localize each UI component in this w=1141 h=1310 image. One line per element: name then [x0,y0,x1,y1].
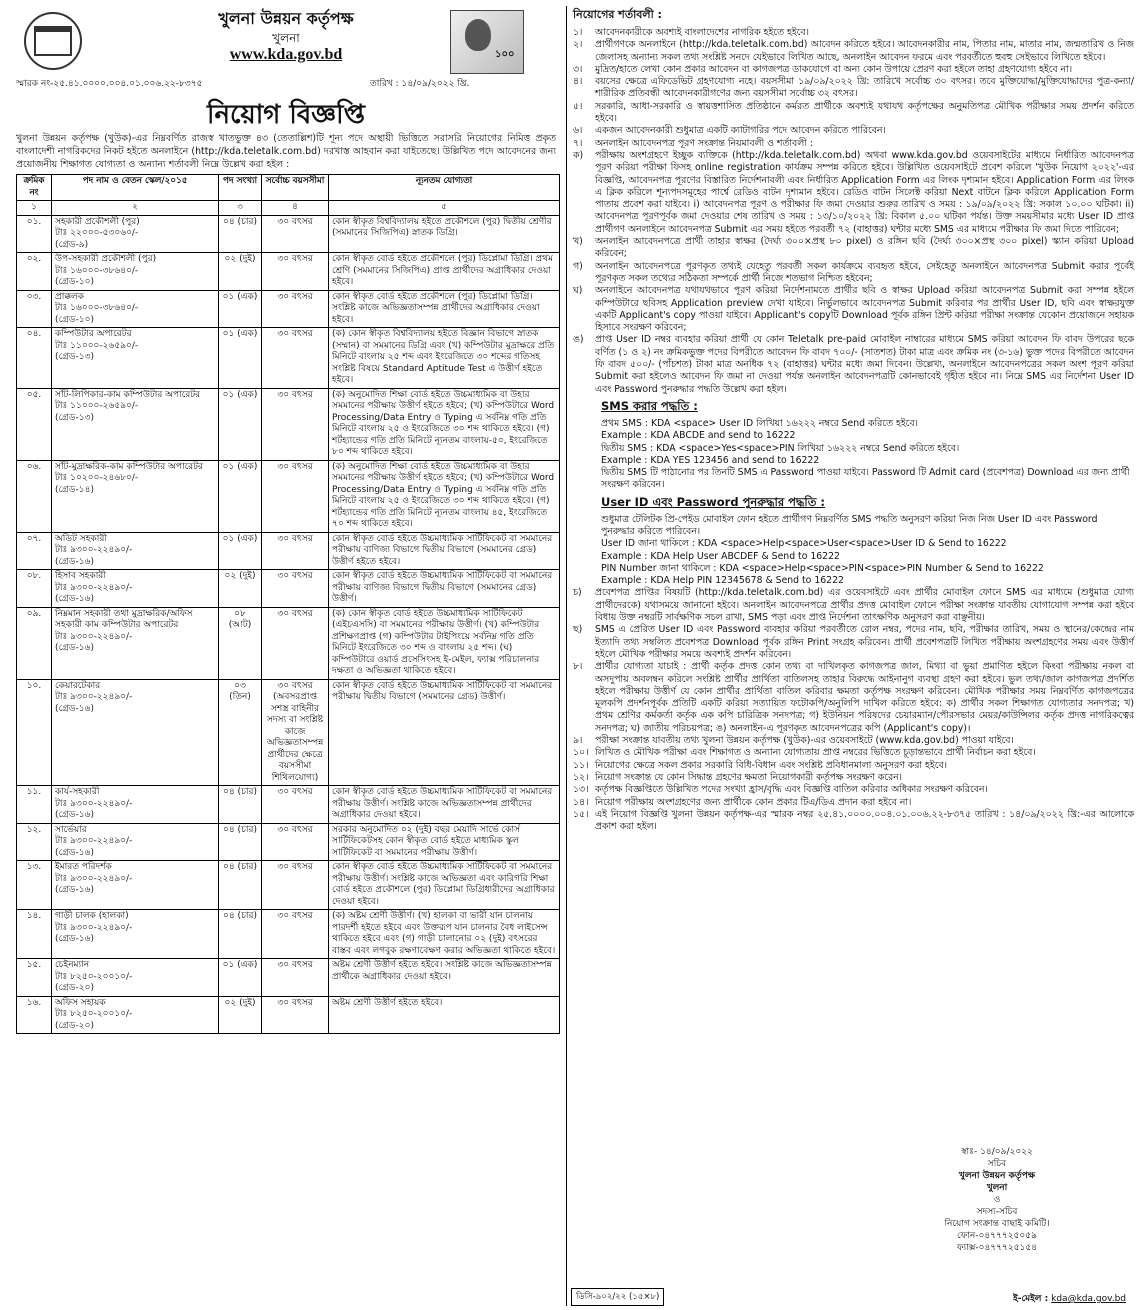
row-age: ৩০ বৎসর [262,532,329,570]
condition-item [573,138,1134,150]
row-qualification: কোন স্বীকৃত বোর্ড হইতে উচ্চমাধ্যমিক সার্টিফিকেট বা সমমানের পরীক্ষায় উত্তীর্ণ। সংশ্লিষ্ট কাজে অভিজ্ঞতা এবং কারিগরি শিক্ষা বোর্ড হইতে প্রকৌশলে (পুর) ডিপ্লোমা ডিগ্রিধারীদের অগ্রাধিকার দেওয়া হইবে। [329,861,560,910]
post-name: হিসাব সহকারী [55,571,106,581]
pay-scale: টাঃ ৯৩০০-২২৪৯০/- [55,631,133,642]
password-recovery-heading: User ID এবং Password পুনরুদ্ধার পদ্ধতি : [601,494,825,509]
condition-number: ১৪। [573,796,589,808]
pay-scale: টাঃ ৯৩০০-২২৪৯০/- [55,922,133,933]
instruction-line: শুধুমাত্র টেলিটক প্রি-পেইড মোবাইল ফোন হইতে প্রার্থীগণ নিম্নবর্ণিত SMS পদ্ধতি অনুসরণ করিয়া নিজ নিজ User ID এবং Password পুনরুদ্ধার করিতে পারিবেন। [601,513,1098,537]
signature-org: খুলনা উন্নয়ন কর্তৃপক্ষ [958,1171,1036,1181]
signature-date: স্বাঃ- ১৪/০৯/২০২২ [961,1147,1033,1157]
pay-grade: (গ্রেড-১৬) [55,556,94,567]
row-post [52,532,219,570]
col-header-post: পদ নাম ও বেতন স্কেল/২০১৫ [52,175,219,201]
row-count: ০১ (এক) [219,460,262,532]
condition-item [573,76,1134,101]
signature-phone: ফোন-০৪৭৭৭২৫০৫৯ [957,1231,1037,1241]
condition-text: প্রার্থীগণকে অনলাইনে (http://kda.teletalk.com.bd) আবেদন করিতে হইবে। আবেদনকারীর নাম, পিতার নাম, মাতার নাম, জন্মতারিখ ও নিজ জেলাসহ অন্যান্য সকল তথ্য সংশ্লিষ্ট সনদে যেইভাবে লিখিত আছে, অনলাইন আবেদন ফরমে এবং পরবর্তীতে হুবহু সেইভাবে লিখিতে হইবে। [595,39,1134,63]
condition-item [573,64,1134,76]
pay-scale: টাঃ ৯৩০০-২২৪৯০/- [55,582,133,593]
pay-scale: টাঃ ১১০০০-২৬৫৯০/- [55,401,139,411]
condition-text: মুদ্রিত/হাতে লেখা কোন প্রকার আবেদন বা কাগজপত্র ডাকযোগে বা অন্য কোন উপায়ে প্রেরণ করা হইলে তাহা গ্রহণযোগ্য হইবে না। [595,63,1073,75]
condition-text: পরীক্ষা সংক্রান্ত যাবতীয় তথ্য খুলনা উন্নয়ন কর্তৃপক্ষ (খুউক)-এর ওয়েবসাইটে (www.kda.gov.bd) পাওয়া যাইবে। [595,735,1014,747]
post-name: অডিট সহকারী [55,533,107,544]
condition-text: অনলাইন আবেদনপত্র পূরণ সংক্রান্ত নিয়মাবলী ও শর্তাবলী : [595,137,813,149]
pay-grade: (গ্রেড-১৩) [55,412,94,423]
conditions-heading: নিয়োগের শর্তাবলী : [573,8,662,21]
table-row [17,570,560,608]
table-row [17,996,560,1034]
table-row [17,959,560,997]
pay-scale: টাঃ ১০২০০-২৪৬৮০/- [55,473,139,483]
pay-grade: (গ্রেড-২০) [55,983,94,993]
condition-number: ৪। [573,76,583,88]
post-name: কম্পিউটার অপারেটর [55,329,132,339]
contact-email [1013,1291,1126,1306]
intro-paragraph: খুলনা উন্নয়ন কর্তৃপক্ষ (খুউক)-এর নিম্নবর্ণিত রাজস্ব খাতভুক্ত ৪৩ (তেতাল্লিশ)টি শূন্য পদে অস্থায়ী ভিত্তিতে সরাসরি নিয়োগের নিমিত্ত প্রকৃত বাংলাদেশী নাগরিকদের নিকট হইতে অনলাইনে (http://kda.teletalk.com.bd) দরখাস্ত আহবান করা যাইতেছে। উল্লিখিত পদে আবেদনের জন্য প্রয়োজনীয় শিক্ষাগত যোগ্যতা ও অন্যান্য শর্তাবলী নিম্নে উল্লেখ করা হইল : [16,133,556,170]
condition-text: অনলাইনে আবেদনপত্র যথাযথভাবে পূরণ করিয়া নির্দেশনামতে প্রার্থীর ছবি ও স্বাক্ষর Upload করিয়া আবেদনপত্র Submit করা সম্পন্ন হইলে কম্পিউটারে ছবিসহ Application preview দেখা যাইবে। নির্ভুলভাবে আবেদনপত্র Submit করিবার পর প্রার্থীর User ID, ছবি এবং স্বাক্ষরযুক্ত একটি Applicant's copy পাওয়া যাইবে। Applicant's copyটি Download পূর্বক রঙ্গিন প্রিন্ট করিয়া পরীক্ষা সংক্রান্ত যেকোন প্রয়োজনে সহায়ক হিসাবে সংরক্ষণ করিবেন; [595,285,1134,334]
table-row [17,215,560,253]
table-row [17,290,560,328]
row-serial: ০৪. [17,328,52,389]
row-post [52,786,219,824]
row-age: ৩০ বৎসর [262,607,329,679]
post-name: প্রাক্কলক [55,291,84,302]
row-post [52,215,219,253]
signature-and: ও [993,1195,1001,1205]
condition-item [573,661,1134,735]
email-label: ই-মেইল : [1013,1294,1049,1304]
pay-grade: (গ্রেড-১৪) [55,484,94,495]
condition-number: ১১। [573,759,589,771]
condition-text: একজন আবেদনকারী শুধুমাত্র একটি ক্যাটাগরির পদে আবেদন করিতে পারিবেন। [595,125,886,137]
row-count: ০৪ (চার) [219,910,262,959]
row-qualification: কোন স্বীকৃত বোর্ড হইতে উচ্চমাধ্যমিক সার্টিফিকেট বা সমমানের পরীক্ষায় উত্তীর্ণ। সংশ্লিষ্ট কাজে অভিজ্ঞতাসম্পন্ন প্রার্থীদের অগ্রাধিকার দেওয়া হইবে। [329,786,560,824]
row-age: ৩০ বৎসর [262,215,329,253]
right-column [566,6,1134,1306]
condition-item [573,125,1134,137]
condition-number: ১৩। [573,784,589,796]
instruction-line: Example : KDA Help PIN 12345678 & Send to 16222 [601,575,844,587]
condition-text: নিয়োগের ক্ষেত্রে সকল প্রকার সরকারি বিধি-বিধান এবং সংশ্লিষ্ট প্রবিধানমালা অনুসরণ করা হইবে। [595,759,947,771]
col-header-serial: ক্রমিক নং [17,175,52,201]
row-count: ০১ (এক) [219,959,262,997]
row-qualification: (ক) অষ্টম শ্রেণী উত্তীর্ণ। (খ) হালকা বা ভারী যান চালনায় পারদর্শী হইতে হইবে এবং উক্তরূপ যান চালনার বৈধ লাইসেন্স থাকিতে হইবে এবং (গ) গাড়ী চালানোর ০২ (দুই) বৎসরের বাস্তব এবং লগবুক রক্ষণাবেক্ষণ করার অভিজ্ঞতা থাকিতে হইবে। [329,910,560,959]
condition-item [573,809,1134,834]
table-row [17,910,560,959]
condition-item [573,27,1134,39]
row-count: ০৮ (আট) [219,607,262,679]
condition-number: ৬। [573,125,583,137]
post-name: নিম্নমান সহকারী তথা মুদ্রাক্ষরিক/অফিস সহকারী কাম কম্পিউটার অপারেটর [55,608,193,630]
pay-grade: (গ্রেড-১৬) [55,885,94,895]
condition-number: ৫। [573,100,583,112]
row-post [52,388,219,460]
post-name: কার্য-সহকারী [55,787,100,797]
row-qualification: (ক) অনুমোদিত শিক্ষা বোর্ড হইতে উচ্চমাধ্যমিক বা উহার সমমানের পরীক্ষায় উত্তীর্ণ হইতে হইবে; (খ) কম্পিউটারে Word Processing/Data Entry ও Typing এ সর্বনিম্ন গতি প্রতি মিনিটে বাংলায় ২৫ ও ইংরেজিতে ৩০ শব্দ থাকিতে হইবে। (গ) শর্টহ্যান্ডের গতি প্রতি মিনিটে ন্যূনতম বাংলায় ৪৫, ইংরেজিতে ৭০ শব্দ থাকিতে হইবে। [329,460,560,532]
row-serial: ১৬. [17,996,52,1034]
condition-item [573,334,1134,395]
instruction-line: প্রথম SMS : KDA <space> User ID লিখিয়া ১৬২২২ নম্বরে Send করিতে হইবে। [601,417,918,429]
signature-block [867,1146,1127,1254]
org-city: খুলনা [272,31,300,45]
post-name: গাড়ী চালক (হালকা) [55,911,129,921]
condition-text: প্রার্থীর যোগ্যতা যাচাই : প্রার্থী কর্তৃক প্রদত্ত কোন তথ্য বা দাখিলকৃত কাগজপত্র জাল, মিথ্যা বা ভুয়া প্রমাণিত হইলে কিংবা পরীক্ষায় নকল বা অসদুপায় অবলম্বন করিলে সংশ্লিষ্ট প্রার্থীর প্রার্থিতা বাতিলসহ তাহার বিরুদ্ধে আইনানুগ ব্যবস্থা গ্রহণ করা হইবে। ভুল তথ্য/জাল কাগজপত্র প্রদর্শিত হইলে পরীক্ষায় উত্তীর্ণ যে কোন প্রার্থীর প্রার্থিতা বাতিল করিবার ক্ষমতা কর্তৃপক্ষ সংরক্ষণ করিবেন। মৌখিক পরীক্ষার সময় নিম্নবর্ণিত কাগজপত্রের মূলকপি প্রদর্শনপূর্বক প্রতিটি একটি করিয়া সত্যায়িত ফটোকপি/অনুলিপি দাখিল করিতে হইবে: ক) প্রার্থীর সকল শিক্ষাগত যোগ্যতার সনদপত্র; খ) প্রথম শ্রেণির কর্মকর্তা কর্তৃক এক কপি চারিত্রিক সনদপত্র; গ) ইউনিয়ন পরিষদের চেয়ারম্যান/পৌরসভার মেয়র/কাউন্সিলর কর্তৃক প্রদত্ত নাগরিকত্বের সনদপত্র; ঘ) জাতীয় পরিচয়পত্র; ঙ) অনলাইন-এ পূরণকৃত আবেদনপত্রের কপি (Applicant's copy)। [595,661,1134,734]
condition-item [573,747,1134,759]
condition-number: খ) [573,236,583,248]
pay-grade: (গ্রেড-২০) [55,1020,94,1031]
row-count: ০১ (এক) [219,532,262,570]
pay-scale: টাঃ ১৬০০০-৩৮৬৪০/- [55,303,139,313]
row-qualification: সরকার অনুমোদিত ০২ (দুই) বছর মেয়াদি সার্ভে কোর্স সার্টিফিকেটসহ কোন স্বীকৃত বোর্ড হইতে মাধ্যমিক স্কুল সার্টিফিকেট বা সমমানের পরীক্ষায় উত্তীর্ণ। [329,823,560,861]
condition-text: বয়সের ক্ষেত্রে এফিডেভিট গ্রহণযোগ্য নহে। বয়সসীমা ১৯/০৯/২০২২ খ্রি: তারিখে সর্বোচ্চ ৩০ বৎসর। তবে মুক্তিযোদ্ধা/মুক্তিযোদ্ধাদের পুত্র-কন্যা/শারীরিক প্রতিবন্ধী আবেদনকারীগণের জন্য বয়সসীমা সর্বোচ্চ ৩২ বৎসর। [595,76,1134,100]
portrait-badge: ১০০ [495,49,515,60]
row-qualification: কোন স্বীকৃত বোর্ড হইতে প্রকৌশলে (পুর) ডিপ্লোমা ডিগ্রি। প্রথম শ্রেণি (সমমানের সিজিপিএ) প্রাপ্ত প্রার্থীদের অগ্রাধিকার দেওয়া হইবে। [329,253,560,291]
row-count: ০১ (এক) [219,290,262,328]
row-count: ০২ (দুই) [219,253,262,291]
condition-item [573,39,1134,64]
table-body [17,215,560,1034]
row-age: ৩০ বৎসর (অবসরপ্রাপ্ত সশস্ত্র বাহিনীর সদস্য বা সংশ্লিষ্ট কাজে অভিজ্ঞতাসম্পন্ন প্রার্থীদের ক্ষেত্রে বয়সসীমা শিথিলযোগ্য) [262,679,329,786]
table-header-row [17,175,560,201]
colnum: ৪ [262,201,329,216]
row-post [52,823,219,861]
condition-text: অনলাইন আবেদনপত্রে পূরণকৃত তথ্যই যেহেতু পরবর্তী সকল কার্যক্রমে ব্যবহৃত হইবে, সেইহেতু অনলাইনে আবেদনপত্র Submit করার পূর্বেই পূরণকৃত সকল তথ্যের সঠিকতা সম্পর্কে প্রার্থী নিজে শতভাগ নিশ্চিত হইবেন; [595,260,1134,284]
row-post [52,328,219,389]
post-name: সাঁট-লিপিকার-কাম কম্পিউটার অপারেটর [55,389,201,400]
col-header-qualification: ন্যূনতম যোগ্যতা [329,175,560,201]
colnum: ৩ [219,201,262,216]
instruction-line: Example : KDA Help User ABCDEF & Send to 16222 [601,550,840,562]
condition-item [573,285,1134,334]
condition-number: ৩। [573,63,583,75]
issue-date: তারিখ : ১৪/০৯/২০২২ খ্রি. [370,79,470,89]
table-row [17,460,560,532]
row-count: ০৪ (চার) [219,786,262,824]
post-name: ইমারত পরিদর্শক [55,862,112,872]
password-recovery-instructions [573,514,1134,588]
row-age: ৩০ বৎসর [262,570,329,608]
instruction-line: User ID জানা থাকিলে : KDA <space>Help<space>User<space>User ID & Send to 16222 [601,538,1007,550]
col-header-count: পদ সংখ্যা [219,175,262,201]
condition-text: লিখিত ও মৌখিক পরীক্ষা এবং শিক্ষাগত ও অন্যান্য যোগ্যতায় প্রাপ্ত নম্বরের ভিত্তিতে চূড়ান্তভাবে প্রার্থী নির্বাচন করা হইবে। [595,747,1036,759]
condition-item [573,261,1134,286]
pay-grade: (গ্রেড-১৬) [55,934,94,944]
row-age: ৩০ বৎসর [262,460,329,532]
condition-number: ১০। [573,747,589,759]
row-serial: ১৩. [17,861,52,910]
pay-grade: (গ্রেড-১৬) [55,810,94,820]
table-row [17,388,560,460]
row-qualification: (ক) অনুমোদিত শিক্ষা বোর্ড হইতে উচ্চমাধ্যমিক বা উহার সমমানের পরীক্ষায় উত্তীর্ণ হইতে হইবে; (খ) কম্পিউটারে Word Processing/Data Entry ও Typing এ সর্বনিম্ন গতি প্রতি মিনিটে বাংলায় ২৫ ও ইংরেজিতে ৩০ শব্দ থাকিতে হইবে। (গ) শর্টহ্যান্ডের গতি প্রতি মিনিটে ন্যূনতম বাংলায়-৫০, ইংরেজিতে ৮০ শব্দ থাকিতে হইবে। [329,388,560,460]
pay-scale: টাঃ ৯৩০০-২২৪৯০/- [55,692,133,702]
table-row [17,861,560,910]
posts-table [16,174,560,1034]
pay-grade: (গ্রেড-১৬) [55,594,94,604]
row-age: ৩০ বৎসর [262,253,329,291]
email-link[interactable]: kda@kda.gov.bd [1051,1294,1126,1304]
post-name: সহকারী প্রকৌশলী (পুর) [55,216,140,227]
row-serial: ০৩. [17,290,52,328]
condition-number: ছ) [573,624,583,636]
post-name: উপ-সহকারী প্রকৌশলী (পুর) [55,254,157,264]
pay-scale: টাঃ ৯৩০০-২২৪৯০/- [55,798,133,809]
row-count: ০১ (এক) [219,328,262,389]
condition-text: এই নিয়োগ বিজ্ঞপ্তি খুলনা উন্নয়ন কর্তৃপক্ষ-এর স্মারক নম্বর ২৫.৪১.০০০০.০০৪.০১.০০৬.২২-৮৩৭৫ তারিখ : ১৪/০৯/২০২২ খ্রি:-এর আলোকে প্রকাশ করা হইল। [595,808,1134,833]
row-count: ০২ (দুই) [219,570,262,608]
condition-text: নিয়োগ সংক্রান্ত যে কোন সিদ্ধান্ত গ্রহণের ক্ষমতা নিয়োগকারী কর্তৃপক্ষ সংরক্ষণ করেন। [595,771,902,783]
row-qualification: অষ্টম শ্রেণী উত্তীর্ণ হইতে হইবে। সংশ্লিষ্ট কাজে অভিজ্ঞতাসম্পন্ন প্রার্থীকে অগ্রাধিকার দেওয়া হইবে। [329,959,560,997]
row-qualification: কোন স্বীকৃত বোর্ড হইতে উচ্চমাধ্যমিক সার্টিফিকেট বা সমমানের পরীক্ষায় বাণিজ্য বিভাগে দ্বিতীয় বিভাগে (সমমানের গ্রেড) উত্তীর্ণ হইতে হইবে। [329,532,560,570]
condition-item [573,236,1134,261]
pay-scale: টাঃ ১১০০০-২৬৫৯০/- [55,340,139,351]
colnum: ২ [52,201,219,216]
row-count: ০১ (এক) [219,388,262,460]
post-name: সার্ভেয়ার [55,824,87,835]
condition-number: ২। [573,39,583,51]
col-header-age: সর্বোচ্চ বয়সসীমা [262,175,329,201]
pay-scale: টাঃ ৯৩০০-২২৪৯০/- [55,873,133,884]
pay-grade: (গ্রেড-৯) [55,239,89,250]
row-serial: ১০. [17,679,52,786]
post-name: চেইনম্যান [55,960,90,970]
row-count: ০৪ (চার) [219,215,262,253]
post-name: অফিস সহায়ক [55,997,106,1008]
row-qualification: (ক) কোন স্বীকৃত বোর্ড হইতে উচ্চমাধ্যমিক সার্টিফিকেট (এইচএসসি) বা সমমানের পরীক্ষায় উত্তীর্ণ। (খ) কম্পিউটার প্রশিক্ষণপ্রাপ্ত (গ) কম্পিউটার টাইপিংয়ে সর্বনিম্ন গতি প্রতি মিনিটে ইংরেজিতে ৩০ শব্দ ও বাংলায় ২৫ শব্দ। (ঘ) কম্পিউটারে ওয়ার্ড প্রসেসিংসহ ই-মেইল, ফ্যাক্স পরিচালনার দক্ষতা ও অভিজ্ঞতা থাকিতে হইবে। [329,607,560,679]
condition-number: গ) [573,260,583,272]
row-qualification: অষ্টম শ্রেণী উত্তীর্ণ হইতে হইবে। [329,996,560,1034]
row-count: ০৪ (চার) [219,861,262,910]
row-age: ৩০ বৎসর [262,996,329,1034]
pay-scale: টাঃ ৮২৫০-২০০১০/- [55,971,133,982]
condition-number: ঘ) [573,285,583,297]
left-column [10,6,562,1306]
condition-number: ১৫। [573,808,589,820]
print-footnote: ডিসি-৯০২/২২ (১৫×৮) [571,1288,664,1306]
sms-instructions [573,418,1134,492]
row-serial: ০৫. [17,388,52,460]
row-post [52,570,219,608]
signature-committee: নিয়োগ সংক্রান্ত বাছাই কমিটি। [944,1219,1050,1229]
row-qualification: কোন স্বীকৃত বোর্ড হইতে উচ্চমাধ্যমিক সার্টিফিকেট বা সমমানের পরীক্ষায় বাণিজ্য বিভাগে দ্বিতীয় বিভাগে (সমমানের গ্রেড) উত্তীর্ণ। [329,570,560,608]
row-count: ০২ (দুই) [219,996,262,1034]
condition-number: চ) [573,587,582,599]
condition-item [573,587,1134,624]
row-age: ৩০ বৎসর [262,910,329,959]
colnum: ৫ [329,201,560,216]
condition-item [573,772,1134,784]
signature-member: সদস্য-সচিব [976,1207,1018,1217]
table-row [17,253,560,291]
condition-text: অনলাইন আবেদনপত্রে প্রার্থী তাহার স্বাক্ষর (দৈর্ঘ্য ৩০০×প্রস্থ ৮০ pixel) ও রঙ্গিন ছবি (দৈর্ঘ্য ৩০০×প্রস্থ ৩০০ pixel) স্ক্যান করিয়া Upload করিবেন; [595,236,1134,260]
condition-text: আবেদনকারীকে অবশ্যই বাংলাদেশের নাগরিক হইতে হইবে। [595,27,809,38]
conditions-list-2 [573,587,1134,833]
instruction-line: Example : KDA YES 123456 and send to 16222 [601,454,820,466]
condition-number: ৭। [573,137,583,149]
row-serial: ১৪. [17,910,52,959]
row-age: ৩০ বৎসর [262,861,329,910]
condition-item [573,797,1134,809]
condition-item [573,101,1134,126]
pay-scale: টাঃ ৯৩০০-২২৪৯০/- [55,836,133,846]
condition-text: নিয়োগ পরীক্ষায় অংশগ্রহণের জন্য প্রার্থীকে কোন প্রকার টিএ/ডিএ প্রদান করা হইবে না। [595,796,912,808]
pay-grade: (গ্রেড-১৬) [55,703,94,714]
row-qualification: কোন স্বীকৃত বোর্ড হইতে উচ্চমাধ্যমিক সার্টিফিকেট বা সমমানের পরীক্ষায় দ্বিতীয় বিভাগে (সমমানের গ্রেড) উত্তীর্ণ। [329,679,560,786]
pay-grade: (গ্রেড-১০) [55,277,94,287]
condition-number: ৯। [573,735,583,747]
row-age: ৩০ বৎসর [262,328,329,389]
signature-city: খুলনা [986,1183,1008,1193]
condition-text: প্রবেশপত্র প্রাপ্তির বিষয়টি (http://kda.teletalk.com.bd) এর ওয়েবসাইটে এবং প্রার্থীর মোবাইল ফোনে SMS এর মাধ্যমে (শুধুমাত্র যোগ্য প্রার্থীদেরকে) যথাসময়ে জানানো হইবে। অনলাইন আবেদনপত্রে প্রার্থীর প্রদত্ত মোবাইল ফোনে পরীক্ষা সংক্রান্ত যাবতীয় যোগাযোগ সম্পন্ন করা হইবে বিধায় উক্ত নম্বরটি সার্বক্ষণিক সচল রাখা, SMS পড়া এবং প্রাপ্ত নির্দেশনা তাৎক্ষণিক অনুসরণ করা বাঞ্ছনীয়। [595,587,1134,624]
pay-grade: (গ্রেড-১৩) [55,352,94,362]
row-age: ৩০ বৎসর [262,823,329,861]
condition-number: ক) [573,149,584,161]
condition-number: ৮। [573,661,583,673]
row-post [52,910,219,959]
row-serial: ১৫. [17,959,52,997]
row-age: ৩০ বৎসর [262,290,329,328]
table-row [17,786,560,824]
table-row [17,823,560,861]
condition-item [573,784,1134,796]
pay-scale: টাঃ ১৬০০০-৩৮৬৪০/- [55,265,139,276]
row-qualification: (ক) কোন স্বীকৃত বিশ্ববিদ্যালয় হইতে বিজ্ঞান বিভাগে স্নাতক (সম্মান) বা সমমানের ডিগ্রি এবং (খ) কম্পিউটার মুদ্রাক্ষরে প্রতি মিনিটে বাংলায় ২৫ শব্দ এবং ইংরেজিতে ৩০ শব্দের গতিসহ সংশ্লিষ্ট বিষয়ে Standard Aptitude Test এ উত্তীর্ণ হইতে হইবে। [329,328,560,389]
condition-item [573,760,1134,772]
condition-number: ঙ) [573,334,584,346]
row-post [52,253,219,291]
signature-role: সচিব [987,1159,1007,1169]
row-qualification: কোন স্বীকৃত বিশ্ববিদ্যালয় হইতে প্রকৌশলে (পুর) দ্বিতীয় শ্রেণীর (সমমানের সিজিপিএ) স্নাতক ডিগ্রি। [329,215,560,253]
signature-fax: ফ্যাক্স-০৪৭৭৭২৫১৫৪ [956,1243,1038,1253]
row-post [52,460,219,532]
row-post [52,679,219,786]
row-count: ০৪ (চার) [219,823,262,861]
instruction-line: Example : KDA ABCDE and send to 16222 [601,430,796,442]
condition-text: SMS এ প্রেরিত User ID এবং Password ব্যবহার করিয়া পরবর্তীতে রোল নম্বর, পদের নাম, ছবি, পরীক্ষার তারিখ, সময় ও স্থানের/কেন্দ্রের নাম ইত্যাদি তথ্য সম্বলিত প্রবেশপত্র Download পূর্বক রঙ্গিন Print সংগ্রহ করিবেন। প্রার্থী প্রবেশপত্রটি লিখিত পরীক্ষায় অংশগ্রহণের সময় এবং উত্তীর্ণ হইলে মৌখিক পরীক্ষার সময়ে অবশ্যই প্রদর্শন করিবেন। [595,624,1134,660]
post-name: সাঁট-মুদ্রাক্ষরিক-কাম কম্পিউটার অপারেটর [55,461,203,472]
condition-text: কর্তৃপক্ষ বিজ্ঞপ্তিতে উল্লিখিত পদের সংখ্যা হ্রাস/বৃদ্ধি এবং বিজ্ঞপ্তি বাতিল করিবার অধিকার সংরক্ষণ করিবেন। [595,784,988,796]
table-row [17,532,560,570]
memo-number: স্মারক নং-২৫.৪১.০০০০.০০৪.০১.০০৬.২২-৮৩৭৫ [16,79,203,89]
sms-heading: SMS করার পদ্ধতি : [601,398,698,413]
row-post [52,861,219,910]
table-colnum-row [17,201,560,216]
instruction-line: PIN Number জানা থাকিলে : KDA <space>Help<space>PIN<space>PIN Number & Send to 16222 [601,562,1044,574]
instruction-line: দ্বিতীয় SMS টি পাঠানোর পর তিনটি SMS এ Password পাওয়া যাইবে। Password টি Admit card (প্রবেশপত্র) Download এর জন্য প্রার্থী সংরক্ষণ করিবেন। [601,467,1130,491]
row-serial: ০৭. [17,532,52,570]
pay-scale: টাঃ ৮২৫০-২০০১০/- [55,1009,133,1019]
condition-item [573,624,1134,661]
row-post [52,959,219,997]
row-post [52,290,219,328]
pay-grade: (গ্রেড-১০) [55,314,94,325]
condition-number: ১২। [573,771,589,783]
condition-item [573,150,1134,236]
condition-text: সরকারি, আধা-সরকারি ও স্বায়ত্তশাসিত প্রতিষ্ঠানে কর্মরত প্রার্থীকে অবশ্যই যথাযথ কর্তৃপক্ষের অনুমতিপত্র মৌখিক পরীক্ষার সময় প্রদর্শন করিতে হইবে। [595,100,1134,125]
pay-scale: টাঃ ৯৩০০-২২৪৯০/- [55,545,133,555]
org-name: খুলনা উন্নয়ন কর্তৃপক্ষ [218,9,354,28]
row-serial: ১১. [17,786,52,824]
row-post [52,607,219,679]
colnum: ১ [17,201,52,216]
condition-item [573,735,1134,747]
pay-grade: (গ্রেড-১৬) [55,847,94,858]
row-age: ৩০ বৎসর [262,959,329,997]
row-post [52,996,219,1034]
row-age: ৩০ বৎসর [262,388,329,460]
pay-scale: টাঃ ২২০০০-৫৩০৬০/- [55,228,139,238]
row-qualification: কোন স্বীকৃত বোর্ড হইতে প্রকৌশলে (পুর) ডিপ্লোমা ডিগ্রি। সংশ্লিষ্ট কাজে অভিজ্ঞতাসম্পন্ন প্রার্থীদের অগ্রাধিকার দেওয়া হইবে। [329,290,560,328]
page-title: নিয়োগ বিজ্ঞপ্তি [207,100,365,130]
conditions-list [573,27,1134,396]
table-row [17,328,560,389]
table-row [17,679,560,786]
row-serial: ১২. [17,823,52,861]
table-row [17,607,560,679]
row-serial: ০৯. [17,607,52,679]
pay-grade: (গ্রেড-১৬) [55,643,94,653]
row-serial: ০৮. [17,570,52,608]
condition-text: পরীক্ষায় অংশগ্রহণে ইচ্ছুক ব্যক্তিকে (http://kda.teletalk.com.bd) অথবা www.kda.gov.bd ওয়েবসাইটের মাধ্যমে নির্ধারিত আবেদনপত্র পূরণ করিয়া পরীক্ষা ফিসহ online registration কার্যক্রম সম্পন্ন করিতে হইবে। উল্লিখিত ওয়েবসাইটে প্রবেশ করিলে 'খুউক নিয়োগ ২০২২'-এর বিজ্ঞপ্তি, আবেদনপত্র পূরণের বিস্তারিত নির্দেশনাবলী এবং নির্ধারিত Application Form এর লিংক দৃশ্যমান হইবে। Application Form এর লিংক এ ক্লিক করিলে শূন্যপদসমূহের পার্শ্বে রেডিও বাটন দৃশ্যমান হইবে। রেডিও বাটন সিলেক্ট করিয়া Next বাটনে ক্লিক করিলে Application Form পাতায় প্রবেশ করা যাইবে। i) আবেদনপত্র পূরণ ও পরীক্ষার ফি জমা দেওয়ার শুরুর তারিখ ও সময় : ১৯/০৯/২০২২ খ্রি: সকাল ১০.০০ ঘটিকা। ii) আবেদনপত্র পূরণপূর্বক জমা দেওয়ার শেষ তারিখ ও সময় : ১৩/১০/২০২২ খ্রি: বিকাল ৫.০০ ঘটিকা পর্যন্ত। উক্ত সময়সীমার মধ্যে User ID প্রাপ্ত প্রার্থীগণ অনলাইনে আবেদনপত্র Submit এর সময় হইতে পরবর্তী ৭২ (বাহাত্তর) ঘন্টার মধ্যে SMS এর মাধ্যমে পরীক্ষার ফি জমা দিতে পারিবেন; [595,149,1134,235]
condition-text: প্রাপ্ত User ID নম্বর ব্যবহার করিয়া প্রার্থী যে কোন Teletalk pre-paid মোবাইল নাম্বারের মাধ্যমে SMS করিয়া আবেদন ফি বাবদ উপরের ছকে বর্ণিত (১ ও ২) নং ক্রমিকভুক্ত পদের বিপরীতে আবেদন ফি বাবদ ৭০০/- (সাতশত) টাকা মাত্র এবং ক্রমিক নং (৩-১৬) ভুক্ত পদের বিপরীতে আবেদন ফি বাবদ ৫০০/- (পাঁচশত) টাকা মাত্র অনধিক ৭২ (বাহাত্তর) ঘন্টার মধ্যে জমা দিবেন। উল্লেখ্য, অনলাইনে আবেদনপত্রের সকল অংশ পূরণ করিয়া Submit করা হইলেও আবেদন ফি জমা না দেওয়া পর্যন্ত অনলাইন আবেদনপত্রটি কোনভাবেই গৃহীত হইবে না। নিম্নে SMS এর নির্দেশনা User ID এবং Password পুনরুদ্ধার পদ্ধতি উল্লেখ করা হইল। [595,334,1134,395]
row-serial: ০১. [17,215,52,253]
portrait-image [450,10,524,74]
row-count: ০৩ (তিন) [219,679,262,786]
instruction-line: দ্বিতীয় SMS : KDA <space>Yes<space>PIN লিখিয়া ১৬২২২ নম্বরে Send করিতে হইবে। [601,442,960,454]
row-age: ৩০ বৎসর [262,786,329,824]
row-serial: ০৬. [17,460,52,532]
condition-number: ১। [573,27,583,38]
org-website[interactable]: www.kda.gov.bd [229,46,343,63]
post-name: কেয়ারটেকার [55,680,101,691]
row-serial: ০২. [17,253,52,291]
